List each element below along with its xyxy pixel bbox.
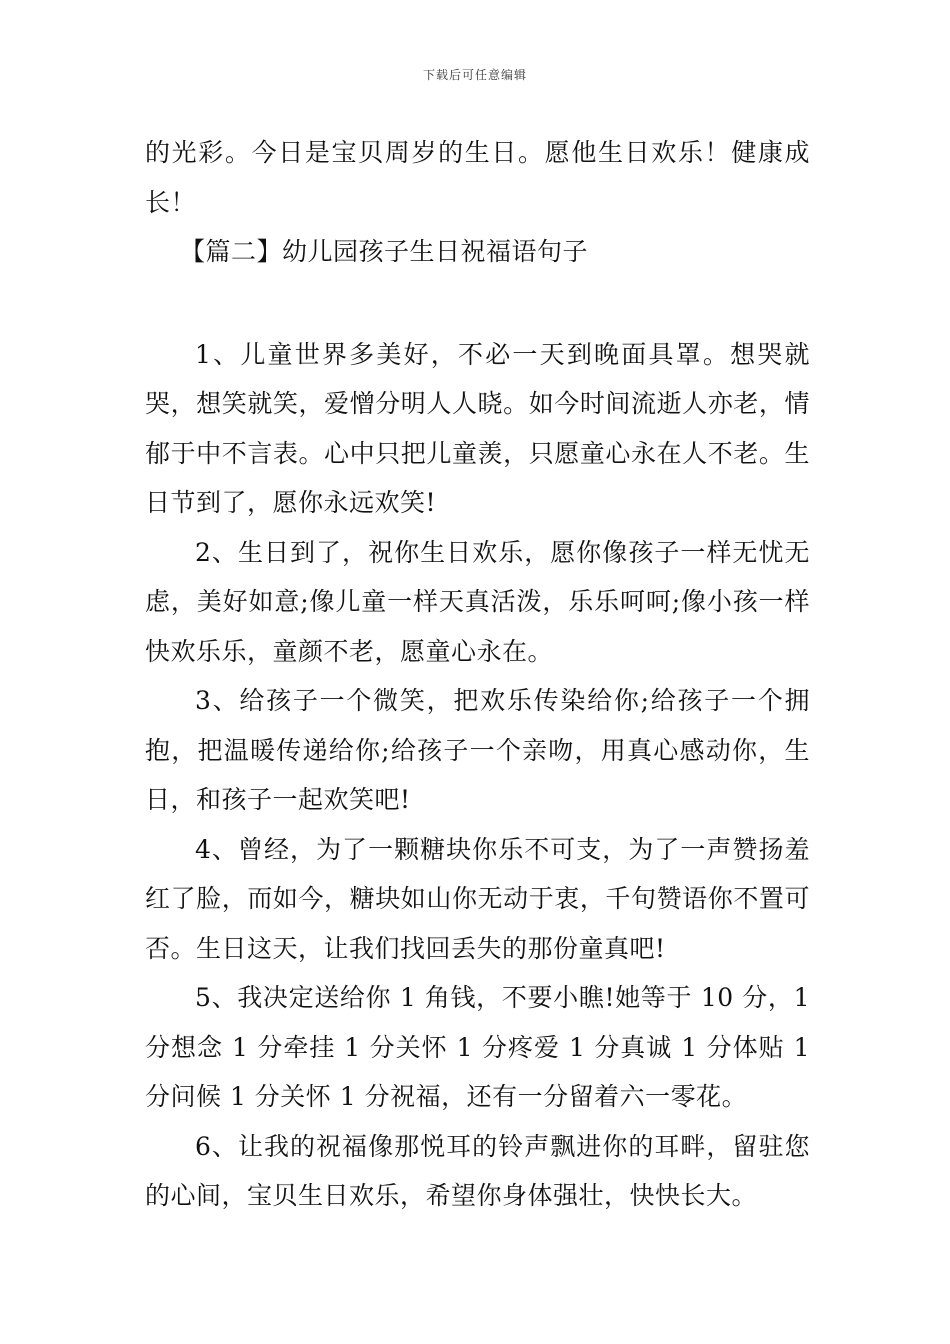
opening-paragraph: 的光彩。今日是宝贝周岁的生日。愿他生日欢乐！健康成长！	[145, 138, 810, 217]
page-header-note: 下载后可任意编辑	[422, 68, 527, 82]
list-item: 4、曾经，为了一颗糖块你乐不可支，为了一声赞扬羞红了脸，而如今，糖块如山你无动于衷，千句赞语你不置可否。生日这天，让我们找回丢失的那份童真吧!	[145, 834, 810, 963]
list-item: 1、儿童世界多美好，不必一天到晚面具罩。想哭就哭，想笑就笑，爱憎分明人人晓。如今时间流逝人亦老，情郁于中不言表。心中只把儿童羡，只愿童心永在人不老。生日节到了，愿你永远欢笑!	[145, 339, 810, 517]
list-item: 2、生日到了，祝你生日欢乐，愿你像孩子一样无忧无虑，美好如意;像儿童一样天真活泼，乐乐呵呵;像小孩一样快欢乐乐，童颜不老，愿童心永在。	[145, 537, 810, 666]
list-item: 3、给孩子一个微笑，把欢乐传染给你;给孩子一个拥抱，把温暖传递给你;给孩子一个亲吻，用真心感动你，生日，和孩子一起欢笑吧!	[145, 686, 810, 814]
list-item: 6、让我的祝福像那悦耳的铃声飘进你的耳畔，留驻您的心间，宝贝生日欢乐，希望你身体强壮，快快长大。	[145, 1131, 810, 1210]
section-spacer	[145, 277, 810, 330]
section-title: 【篇二】幼儿园孩子生日祝福语句子	[180, 237, 589, 266]
document-body	[145, 128, 810, 1221]
list-item: 5、我决定送给你 1 角钱，不要小瞧!她等于 10 分，1 分想念 1 分牵挂 1 分关怀 1 分疼爱 1 分真诚 1 分体贴 1 分问候 1 分关怀 1 分祝福，还有一分留着六一零花。	[145, 983, 810, 1111]
